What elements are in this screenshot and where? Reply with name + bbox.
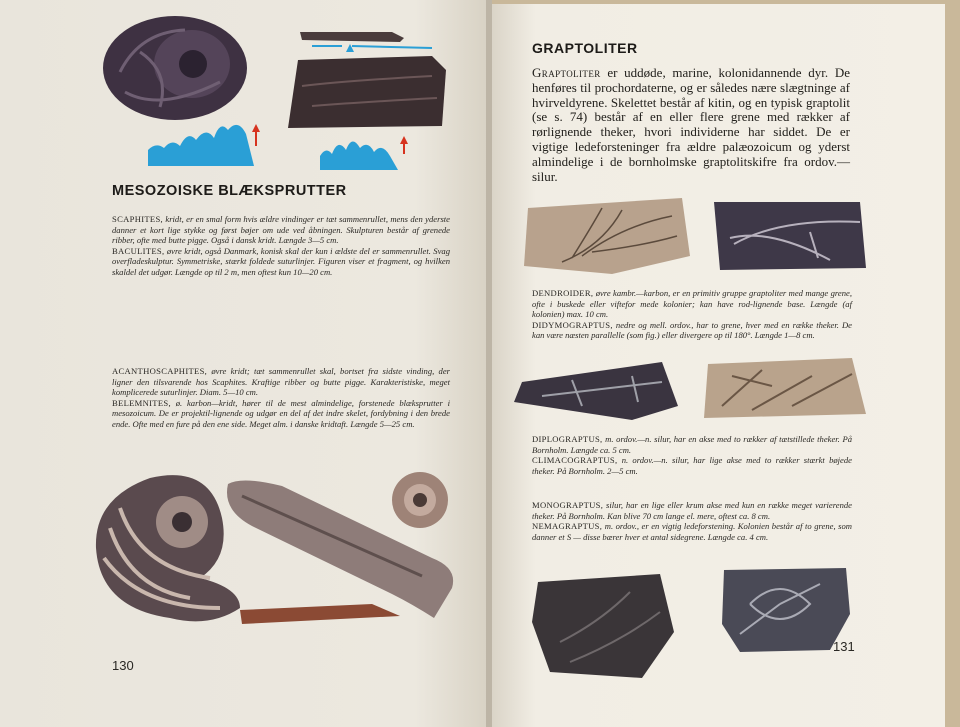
entry-text: ø. karbon—kridt, hører til de mest almindelige, forstenede blæksprutter i mesozoicum. De er projektil-lignende og udgør en del af det indre skelet, fordybning i den brede ende. Ofte med en fure på den ene side. Meget alm. i danske kridtaft. Længde 5—25 cm. <box>112 397 450 429</box>
small-coiled-fossil-illustration <box>390 470 450 530</box>
dendroider-didymograptus-description <box>532 288 852 341</box>
entry-text: øvre kridt; tæt sammenrullet skal, bortset fra sidste vinding, der ligner den tilsvarende hos Scaphites. Kraftige ribber og butte pigge. Karakteristiske, meget komplicerede suturlinjer. Diam. 5—10 cm. <box>112 366 450 398</box>
entry-name: NEMAGRAPTUS, <box>532 521 603 532</box>
entry-name: CLIMACOGRAPTUS, <box>532 455 618 466</box>
suture-line-diagram-1 <box>146 116 266 168</box>
diplograptus-fossil-illustration <box>512 358 680 424</box>
entry-text: silur, har en lige eller krum akse med kun en række meget varierende theker. På Bornholm. Kan blive 70 cm lange el. mere, oftest ca. 8 cm. <box>532 500 852 521</box>
acanthoscaphites-belemnites-description <box>112 366 450 430</box>
entry-name: DIDYMOGRAPTUS, <box>532 319 613 330</box>
right-page-number: 131 <box>833 639 855 654</box>
entry-text: nedre og mell. ordov., har to grene, hver med en række theker. De kan være næsten parallelle (som fig.) eller divergere op til 180°. Længde 1—8 cm. <box>532 319 852 341</box>
suture-line-diagram-2 <box>318 132 414 172</box>
climacograptus-fossil-illustration <box>702 356 868 420</box>
baculites-fossil-illustration <box>282 26 450 134</box>
scaphites-fossil-illustration <box>100 12 250 124</box>
entry-text: øvre kridt, også Danmark, konisk skal der kun i ældste del er sammenrullet. Svag overfladeskulptur. Symmetriske, stærkt foldede suturlinjer. Figuren viser et fragment, og hvilken skaldel det udgør. Længde op til 2 m, men oftest kun 10—20 cm. <box>112 245 450 277</box>
entry-name: DIPLOGRAPTUS, <box>532 434 603 444</box>
entry-text: n. ordov.—n. silur, har lige akse med to rækker stærkt bøjede theker. På Bornholm. 2—5 cm. <box>532 455 852 476</box>
intro-lead-word: Graptoliter <box>532 65 601 80</box>
right-page-heading: GRAPTOLITER <box>532 40 638 56</box>
diplograptus-climacograptus-description <box>532 434 852 476</box>
entry-text: m. ordov., er en vigtig ledeforstening. Kolonien består af to grene, som danner et S — disse bærer hver et antal sidegrene. Længde ca. 4 cm. <box>532 521 852 542</box>
entry-name: BACULITES, <box>112 245 165 256</box>
monograptus-fossil-illustration <box>530 572 676 680</box>
graptoliter-introduction <box>532 66 850 184</box>
dendroider-fossil-illustration <box>522 196 692 276</box>
entry-name: DENDROIDER, <box>532 288 594 298</box>
entry-text: kridt, er en smal form hvis ældre vindinger er tæt sammenrullet, mens den yderste danner et kort lige stykke og først bøjer om ude ved åbningen. Skulpturen består af grenede ribber, ofte med butte pigge. Også i dansk kridt. Længde 3—5 cm. <box>112 214 450 246</box>
didymograptus-fossil-illustration <box>710 198 868 274</box>
entry-name: SCAPHITES, <box>112 214 163 224</box>
entry-text: øvre kambr.—karbon, er en primitiv gruppe graptoliter med mange grene, ofte i buskede eller viftefor mede kolonier; kan have rod-lignende base. Længde (af kolonien) max. 10 cm. <box>532 288 852 320</box>
intro-text: er uddøde, marine, kolonidannende dyr. De henføres til prochordaterne, og er således nære slægtninge af hvirveldyrene. Skelettet består af kitin, og en typisk graptolit (se s. 74) består af en eller flere grene med rækker af rørlignende theker, hvori individerne har siddet. De er vigtige ledeforsteninger fra ældre palæozoicum og yderst almindelige i de bornholmske graptolitskifre fra ordov.—silur. <box>532 65 850 184</box>
entry-name: MONOGRAPTUS, <box>532 500 604 510</box>
monograptus-nemagraptus-description <box>532 500 852 542</box>
left-page-number: 130 <box>112 658 134 673</box>
book-spine <box>486 0 492 727</box>
entry-text: m. ordov.—n. silur, har en akse med to rækker af tætstillede theker. På Bornholm. Længde ca. 5 cm. <box>532 434 852 455</box>
entry-name: BELEMNITES, <box>112 397 171 408</box>
left-page-heading: MESOZOISKE BLÆKSPRUTTER <box>112 183 347 199</box>
scaphites-baculites-description <box>112 214 450 278</box>
entry-name: ACANTHOSCAPHITES, <box>112 366 208 376</box>
